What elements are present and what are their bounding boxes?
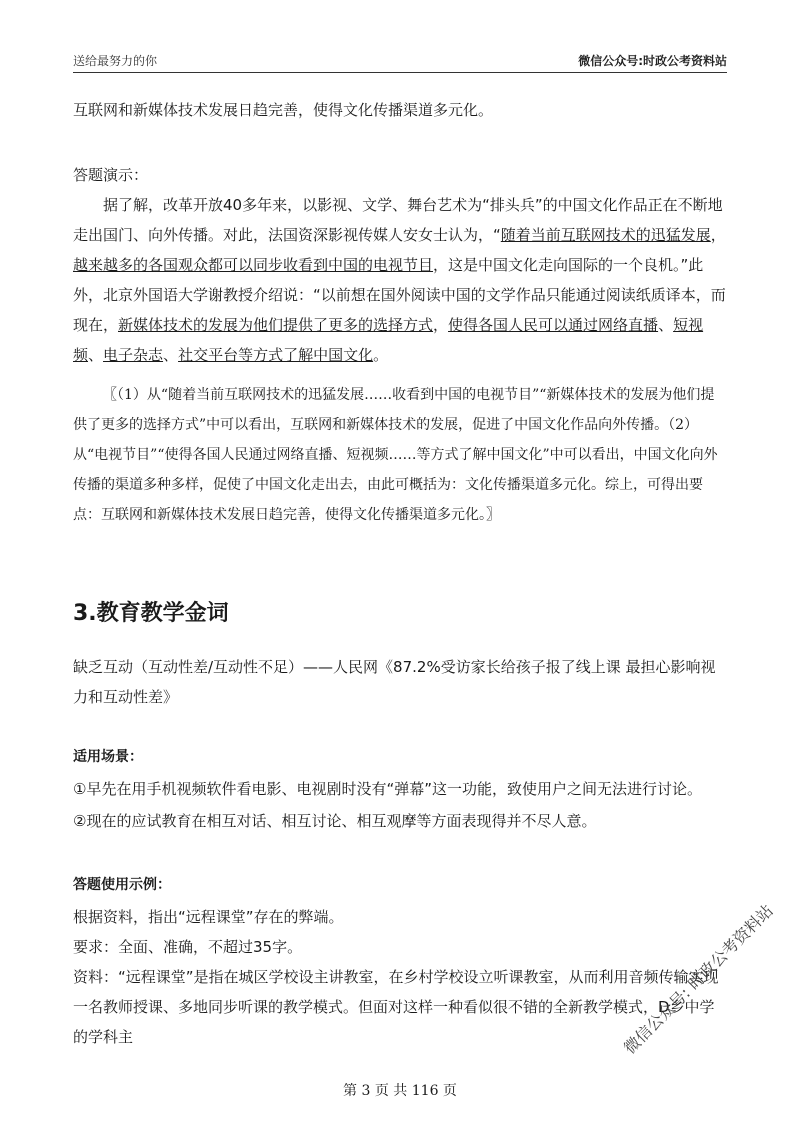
- text-run: 、: [88, 346, 104, 364]
- header-left-text: 送给最努力的你: [73, 54, 158, 68]
- text-run: 、: [163, 346, 179, 364]
- page-number: 第 3 页 共 116 页: [343, 1083, 457, 1099]
- watermark: 微信公众号: 时政公考资料站: [620, 900, 777, 1058]
- section-heading: 3.教育教学金词: [73, 601, 229, 626]
- scene-item: ①早先在用手机视频软件看电影、电视剧时没有“弹幕”这一功能，致使用户之间无法进行讨论。: [73, 780, 702, 798]
- underlined-phrase: 越来越多的各国观众都可以同步收看到中国的电视节目: [73, 256, 434, 274]
- underlined-phrase: 电子杂志: [103, 346, 164, 364]
- text-run: ，这是中国文化走向国际的一个良机。”此外，北京外国语大学谢教授介绍说：“以前想在国外阅读中国的文学作品只能通过阅读纸质译本，而现在，: [73, 256, 726, 334]
- underlined-phrase: 新媒体技术的发展为他们提供了更多的选择方式: [118, 316, 434, 334]
- demo-paragraph: [73, 190, 727, 370]
- text-run: ，: [433, 316, 449, 334]
- example-line: 根据资料，指出“远程课堂”存在的弊端。: [73, 908, 344, 926]
- header-divider: [73, 72, 727, 73]
- text-run: 据了解，改革开放40多年来，以影视、文学、舞台艺术为“排头兵”的中国文化作品正在不断地走出国门、向外传播。对此，法国资深影视传媒人安女士认为，“: [73, 196, 723, 244]
- underlined-phrase: 随着当前互联网技术的迅猛发展: [500, 226, 711, 244]
- header-right-text: 微信公众号:时政公考资料站: [578, 54, 727, 68]
- underlined-phrase: 使得各国人民可以通过网络直播: [448, 316, 659, 334]
- text-run: 。: [373, 346, 389, 364]
- underlined-phrase: 短视频: [73, 316, 704, 364]
- text-run: 、: [658, 316, 674, 334]
- example-material: 资料：“远程课堂”是指在城区学校设主讲教室，在乡村学校设立听课教室，从而利用音频传输实现一名教师授课、多地同步听课的教学模式。但面对这样一种看似很不错的全新教学模式，D乡中学的学科主: [73, 968, 719, 1046]
- scenes-label: 适用场景：: [73, 749, 143, 765]
- term-line: 缺乏互动（互动性差/互动性不足）——人民网《87.2%受访家长给孩子报了线上课 最担心影响视力和互动性差》: [73, 658, 716, 706]
- underlined-phrase: 社交平台等方式了解中国文化: [178, 346, 374, 364]
- analysis-paragraph: 〖（1）从“随着当前互联网技术的迅猛发展……收看到中国的电视节目”“新媒体技术的发展为他们提供了更多的选择方式”中可以看出，互联网和新媒体技术的发展，促进了中国文化作品向外传播。（2）从“电视节目”“使得各国人民通过网络直播、短视频……等方式了解中国文化”中可以看出，中国文化向外传播的渠道多种多样，促使了中国文化走出去，由此可概括为：文化传播渠道多元化。综上，可得出要点：互联网和新媒体技术发展日趋完善，使得文化传播渠道多元化。〗: [73, 387, 718, 523]
- demo-label: 答题演示：: [73, 166, 149, 184]
- example-label: 答题使用示例：: [73, 877, 171, 893]
- intro-line: 互联网和新媒体技术发展日趋完善，使得文化传播渠道多元化。: [73, 101, 494, 119]
- scene-item: ②现在的应试教育在相互对话、相互讨论、相互观摩等方面表现得并不尽人意。: [73, 812, 597, 830]
- example-line: 要求：全面、准确，不超过35字。: [73, 938, 303, 956]
- text-run: ，: [710, 226, 726, 244]
